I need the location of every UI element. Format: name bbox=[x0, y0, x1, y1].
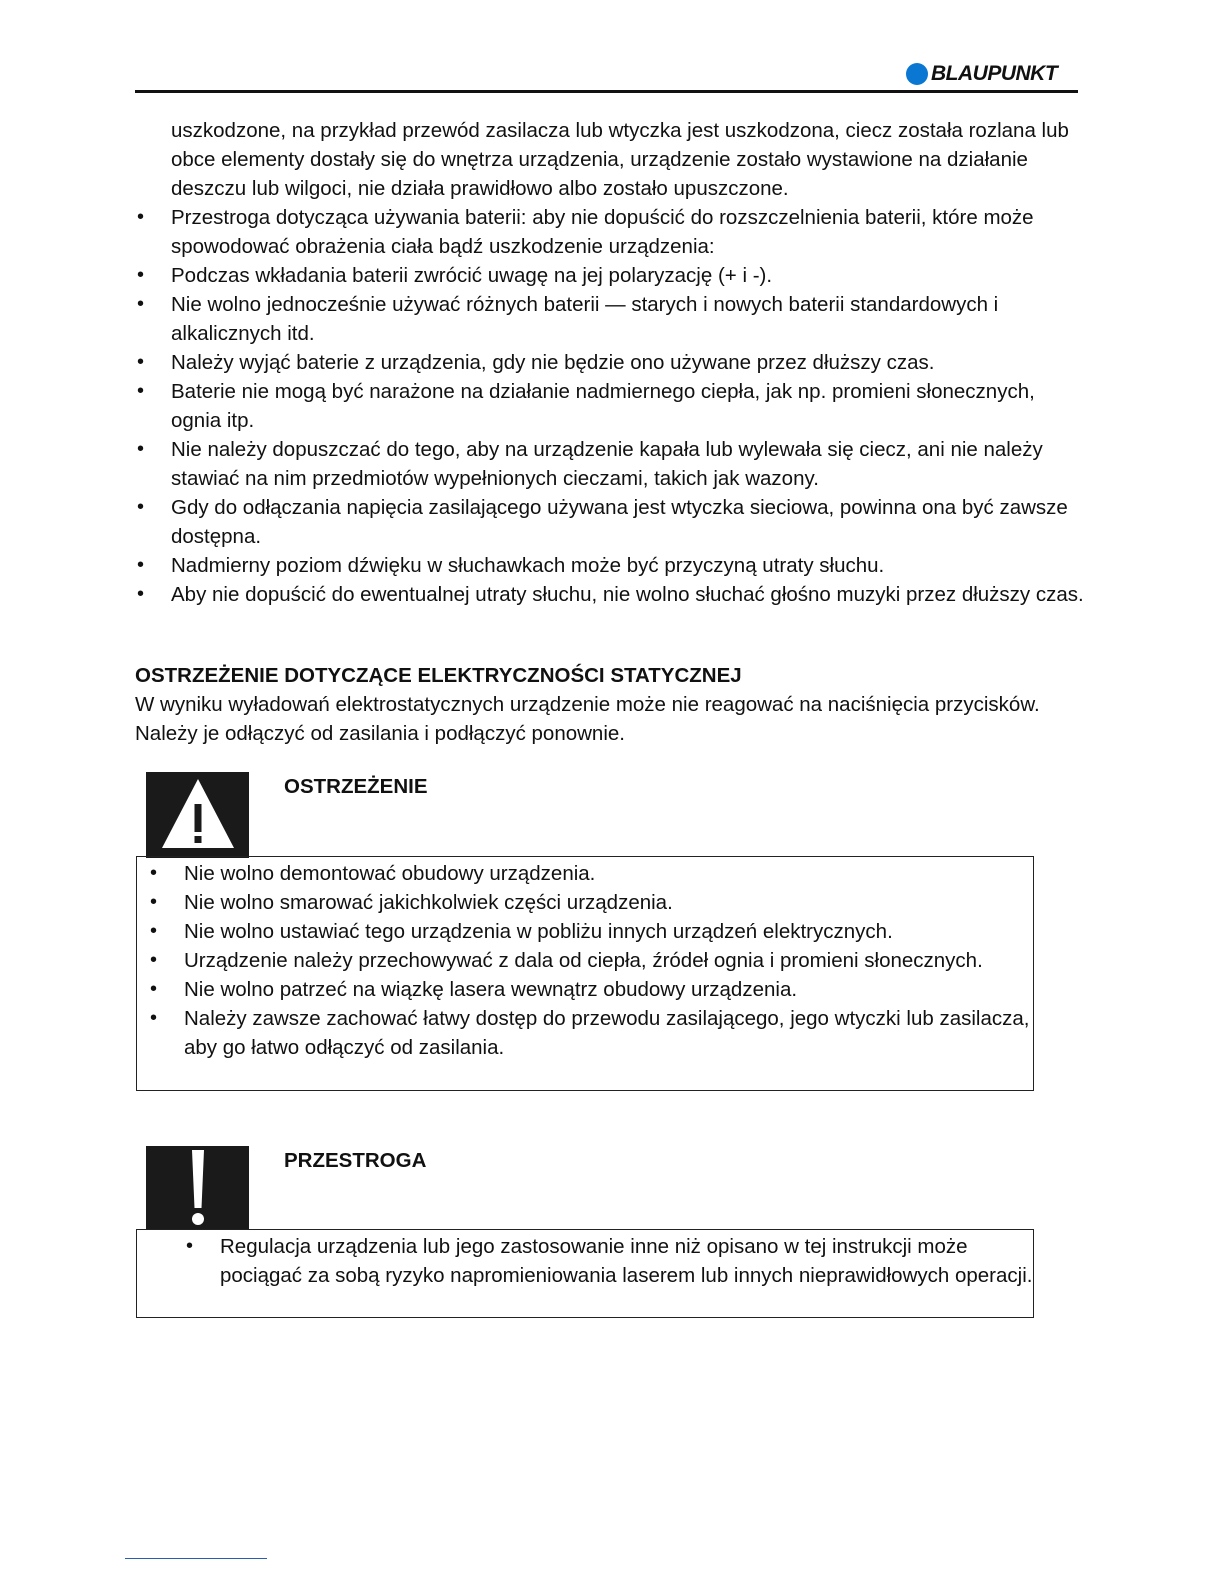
brand-dot-icon bbox=[906, 63, 928, 85]
static-electricity-paragraph: W wyniku wyładowań elektrostatycznych urządzenie może nie reagować na naciśnięcia przycisków. Należy je odłączyć od zasilania i podłączyć ponownie. bbox=[135, 693, 1040, 745]
list-item: • Nie wolno jednocześnie używać różnych baterii — starych i nowych baterii standardowych i alkalicznych itd. bbox=[135, 290, 1085, 348]
list-item: • Należy zawsze zachować łatwy dostęp do przewodu zasilającego, jego wtyczki lub zasilacza, aby go łatwo odłączyć od zasilania. bbox=[148, 1004, 1033, 1062]
caution-box bbox=[136, 1229, 1034, 1318]
list-item: • Aby nie dopuścić do ewentualnej utraty słuchu, nie wolno słuchać głośno muzyki przez dłuższy czas. bbox=[135, 580, 1085, 609]
list-item: • Nie wolno patrzeć na wiązkę lasera wewnątrz obudowy urządzenia. bbox=[148, 975, 1033, 1004]
exclamation-icon bbox=[146, 1146, 249, 1230]
continuation-paragraph: uszkodzone, na przykład przewód zasilacza lub wtyczka jest uszkodzona, ciecz została rozlana lub obce elementy dostały się do wnętrza urządzenia, urządzenie zostało wystawione na działanie deszczu lub wilgoci, nie działa prawidłowo albo zostało upuszczone. bbox=[171, 119, 1069, 200]
safety-bullet-list bbox=[135, 203, 1085, 609]
list-item: • Przestroga dotycząca używania baterii: aby nie dopuścić do rozszczelnienia baterii, które może spowodować obrażenia ciała bądź uszkodzenie urządzenia: bbox=[135, 203, 1085, 261]
caution-list bbox=[137, 1230, 1033, 1290]
list-item: • Baterie nie mogą być narażone na działanie nadmiernego ciepła, jak np. promieni słonecznych, ognia itp. bbox=[135, 377, 1085, 435]
list-item: • Nie wolno smarować jakichkolwiek części urządzenia. bbox=[148, 888, 1033, 917]
list-item: • Urządzenie należy przechowywać z dala od ciepła, źródeł ognia i promieni słonecznych. bbox=[148, 946, 1033, 975]
header-divider bbox=[135, 90, 1078, 93]
list-item: • Nie należy dopuszczać do tego, aby na urządzenie kapała lub wylewała się ciecz, ani nie należy stawiać na nim przedmiotów wypełnionych cieczami, takich jak wazony. bbox=[135, 435, 1085, 493]
warning-triangle-icon bbox=[146, 772, 249, 858]
caution-heading: PRZESTROGA bbox=[284, 1149, 427, 1172]
brand-logo bbox=[906, 62, 1057, 86]
warning-list bbox=[137, 857, 1033, 1062]
list-item: • Gdy do odłączania napięcia zasilającego używana jest wtyczka sieciowa, powinna ona być zawsze dostępna. bbox=[135, 493, 1085, 551]
list-item: • Podczas wkładania baterii zwrócić uwagę na jej polaryzację (+ i -). bbox=[135, 261, 1085, 290]
list-item: • Nadmierny poziom dźwięku w słuchawkach może być przyczyną utraty słuchu. bbox=[135, 551, 1085, 580]
list-item: • Należy wyjąć baterie z urządzenia, gdy nie będzie ono używane przez dłuższy czas. bbox=[135, 348, 1085, 377]
warning-heading: OSTRZEŻENIE bbox=[284, 775, 428, 798]
list-item: • Nie wolno demontować obudowy urządzenia. bbox=[148, 859, 1033, 888]
warning-box bbox=[136, 856, 1034, 1091]
list-item: • Nie wolno ustawiać tego urządzenia w pobliżu innych urządzeń elektrycznych. bbox=[148, 917, 1033, 946]
list-item: • Regulacja urządzenia lub jego zastosowanie inne niż opisano w tej instrukcji może pociągać za sobą ryzyko napromieniowania laserem lub innych nieprawidłowych operacji. bbox=[184, 1232, 1033, 1290]
brand-name: BLAUPUNKT bbox=[931, 62, 1058, 85]
footer-divider bbox=[125, 1558, 267, 1559]
static-electricity-heading: OSTRZEŻENIE DOTYCZĄCE ELEKTRYCZNOŚCI STATYCZNEJ bbox=[135, 664, 742, 687]
